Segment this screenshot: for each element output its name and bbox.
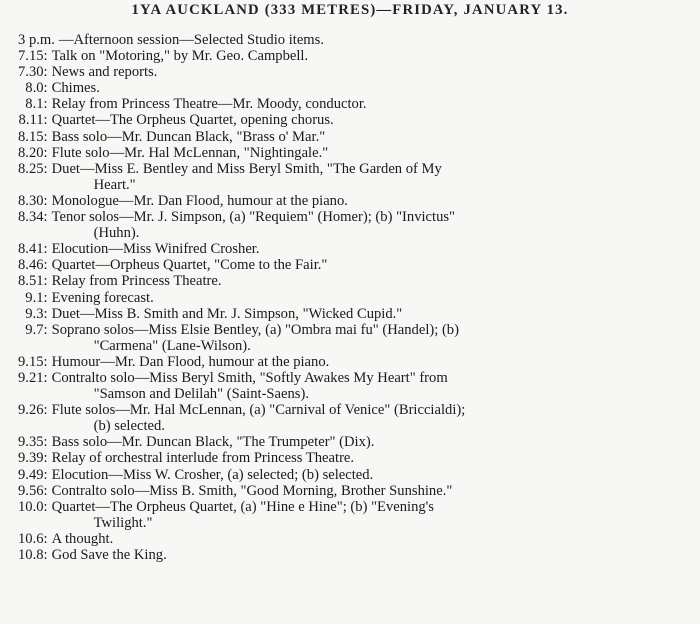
entry-continuation-line: Heart." xyxy=(93,176,136,193)
program-entry xyxy=(18,499,690,531)
entry-line: Monologue—Mr. Dan Flood, humour at the piano. xyxy=(51,192,348,209)
program-entry xyxy=(18,129,690,145)
entry-time: 9.35 xyxy=(18,434,44,451)
program-entry xyxy=(18,48,690,64)
entry-line: Quartet—Orpheus Quartet, "Come to the Fair." xyxy=(51,257,328,274)
entry-time: 8.51 xyxy=(18,273,44,290)
entry-line: Talk on "Motoring," by Mr. Geo. Campbell. xyxy=(51,48,309,65)
entry-line: Elocution—Miss W. Crosher, (a) selected; (b) selected. xyxy=(51,466,374,483)
entry-text xyxy=(52,306,690,322)
entry-separator: : xyxy=(43,144,48,161)
entry-separator: : xyxy=(43,450,48,467)
entry-text xyxy=(52,354,690,370)
program-listing xyxy=(18,32,690,563)
entry-text xyxy=(52,80,690,96)
page-title: 1YA AUCKLAND (333 METRES)—FRIDAY, JANUARY 13. xyxy=(131,2,569,18)
entry-separator: : xyxy=(43,128,48,145)
entry-separator: : xyxy=(43,241,48,258)
program-entry xyxy=(18,450,690,466)
entry-line: Quartet—The Orpheus Quartet, opening chorus. xyxy=(51,112,334,129)
entry-text xyxy=(52,209,690,241)
entry-separator: : xyxy=(43,402,48,419)
entry-text xyxy=(52,290,690,306)
entry-time: 9.15 xyxy=(18,353,44,370)
program-entry xyxy=(18,96,690,112)
entry-text xyxy=(52,96,690,112)
program-entry xyxy=(18,64,690,80)
entry-line: Duet—Miss B. Smith and Mr. J. Simpson, "Wicked Cupid." xyxy=(51,305,403,322)
entry-line: Flute solos—Mr. Hal McLennan, (a) "Carnival of Venice" (Briccialdi); xyxy=(51,402,466,419)
entry-time: 7.15 xyxy=(18,48,44,65)
entry-separator: : xyxy=(43,466,48,483)
entry-time: 9.49 xyxy=(18,466,44,483)
entry-line: —Afternoon session—Selected Studio items. xyxy=(58,32,324,48)
entry-text xyxy=(52,241,690,257)
entry-text xyxy=(52,499,690,531)
program-entry xyxy=(18,32,690,48)
program-entry xyxy=(18,322,690,354)
entry-separator: : xyxy=(43,257,48,274)
program-entry xyxy=(18,257,690,273)
entry-time: 9.26 xyxy=(18,402,44,419)
entry-text xyxy=(52,483,690,499)
program-entry xyxy=(18,290,690,306)
entry-separator: : xyxy=(43,353,48,370)
entry-line: Relay from Princess Theatre. xyxy=(51,273,222,290)
entry-line: Bass solo—Mr. Duncan Black, "Brass o' Mar." xyxy=(51,128,326,145)
entry-separator: : xyxy=(43,64,48,81)
entry-separator: : xyxy=(43,192,48,209)
program-entry xyxy=(18,193,690,209)
entry-text xyxy=(52,145,690,161)
entry-time: 8.15 xyxy=(18,128,44,145)
entry-time: 8.20 xyxy=(18,144,44,161)
program-entry xyxy=(18,547,690,563)
program-entry xyxy=(18,402,690,434)
entry-time: 8.11 xyxy=(18,112,44,129)
program-entry xyxy=(18,161,690,193)
entry-line: Bass solo—Mr. Duncan Black, "The Trumpeter" (Dix). xyxy=(51,434,375,451)
program-entry xyxy=(18,483,690,499)
entry-line: Flute solo—Mr. Hal McLennan, "Nightingale." xyxy=(51,144,329,161)
entry-line: Tenor solos—Mr. J. Simpson, (a) "Requiem" (Homer); (b) "Invictus" xyxy=(51,209,456,226)
entry-text xyxy=(52,450,690,466)
entry-time: 8.1 xyxy=(25,96,44,113)
entry-time: 9.39 xyxy=(18,450,44,467)
entry-separator: : xyxy=(43,305,48,322)
entry-line: God Save the King. xyxy=(51,547,167,563)
entry-text xyxy=(52,370,690,402)
entry-time: 8.25 xyxy=(18,160,44,177)
entry-continuation-line: "Samson and Delilah" (Saint-Saens). xyxy=(93,386,309,403)
entry-line: Relay from Princess Theatre—Mr. Moody, conductor. xyxy=(51,96,367,113)
entry-separator: : xyxy=(43,530,48,547)
entry-separator: : xyxy=(43,482,48,499)
entry-line: Soprano solos—Miss Elsie Bentley, (a) "Ombra mai fu" (Handel); (b) xyxy=(51,321,459,338)
program-entry xyxy=(18,434,690,450)
entry-time: 10.0 xyxy=(18,498,44,515)
entry-time: 8.41 xyxy=(18,241,44,258)
entry-time: 9.56 xyxy=(18,482,44,499)
entry-continuation-line: "Carmena" (Lane-Wilson). xyxy=(93,337,251,354)
entry-text xyxy=(52,48,690,64)
entry-text xyxy=(52,129,690,145)
entry-line: Relay of orchestral interlude from Princess Theatre. xyxy=(51,450,355,467)
entry-text xyxy=(52,273,690,289)
entry-separator: : xyxy=(43,289,48,306)
entry-time: 9.3 xyxy=(25,305,44,322)
entry-separator: : xyxy=(43,321,48,338)
entry-continuation-line: Twilight." xyxy=(93,514,153,531)
entry-text xyxy=(52,112,690,128)
entry-time: 9.1 xyxy=(25,289,44,306)
entry-text xyxy=(52,467,690,483)
entry-time: 7.30 xyxy=(18,64,44,81)
program-entry xyxy=(18,209,690,241)
entry-line: Duet—Miss E. Bentley and Miss Beryl Smith, "The Garden of My xyxy=(51,160,442,177)
entry-continuation-line: (b) selected. xyxy=(93,418,165,435)
program-entry xyxy=(18,531,690,547)
entry-line: News and reports. xyxy=(51,64,158,81)
entry-time: 10.6 xyxy=(18,530,44,547)
entry-separator: : xyxy=(43,48,48,65)
entry-separator: : xyxy=(43,96,48,113)
program-entry xyxy=(18,370,690,402)
entry-text xyxy=(52,257,690,273)
entry-separator: : xyxy=(43,112,48,129)
entry-separator: : xyxy=(43,273,48,290)
entry-time: 10.8 xyxy=(18,547,44,563)
entry-line: Elocution—Miss Winifred Crosher. xyxy=(51,241,260,258)
program-entry xyxy=(18,306,690,322)
entry-text xyxy=(52,193,690,209)
entry-line: Chimes. xyxy=(51,80,100,97)
program-entry xyxy=(18,80,690,96)
entry-time: 9.7 xyxy=(25,321,44,338)
entry-continuation-line: (Huhn). xyxy=(93,225,140,242)
program-entry xyxy=(18,145,690,161)
entry-separator: : xyxy=(43,160,48,177)
program-entry xyxy=(18,241,690,257)
entry-time: 8.46 xyxy=(18,257,44,274)
entry-text xyxy=(52,161,690,193)
entry-time: 8.30 xyxy=(18,192,44,209)
entry-text xyxy=(52,547,690,563)
entry-text xyxy=(52,531,690,547)
entry-time: 8.0 xyxy=(25,80,44,97)
entry-separator: : xyxy=(43,369,48,386)
entry-line: Contralto solo—Miss B. Smith, "Good Morning, Brother Sunshine." xyxy=(51,482,453,499)
entry-line: Quartet—The Orpheus Quartet, (a) "Hine e Hine"; (b) "Evening's xyxy=(51,498,434,515)
entry-separator: : xyxy=(43,498,48,515)
entry-text xyxy=(52,434,690,450)
entry-line: A thought. xyxy=(51,530,114,547)
entry-text xyxy=(59,32,690,48)
program-entry xyxy=(18,273,690,289)
program-entry xyxy=(18,467,690,483)
entry-text xyxy=(52,402,690,434)
entry-separator: : xyxy=(43,209,48,226)
program-entry xyxy=(18,354,690,370)
entry-text xyxy=(52,322,690,354)
entry-time: 3 p.m. xyxy=(18,32,55,48)
entry-separator: : xyxy=(43,434,48,451)
entry-separator: : xyxy=(43,547,48,563)
entry-line: Evening forecast. xyxy=(51,289,154,306)
entry-text xyxy=(52,64,690,80)
entry-time: 8.34 xyxy=(18,209,44,226)
entry-line: Humour—Mr. Dan Flood, humour at the piano. xyxy=(51,353,330,370)
entry-separator: : xyxy=(43,80,48,97)
entry-line: Contralto solo—Miss Beryl Smith, "Softly Awakes My Heart" from xyxy=(51,369,448,386)
entry-time: 9.21 xyxy=(18,369,44,386)
program-entry xyxy=(18,112,690,128)
